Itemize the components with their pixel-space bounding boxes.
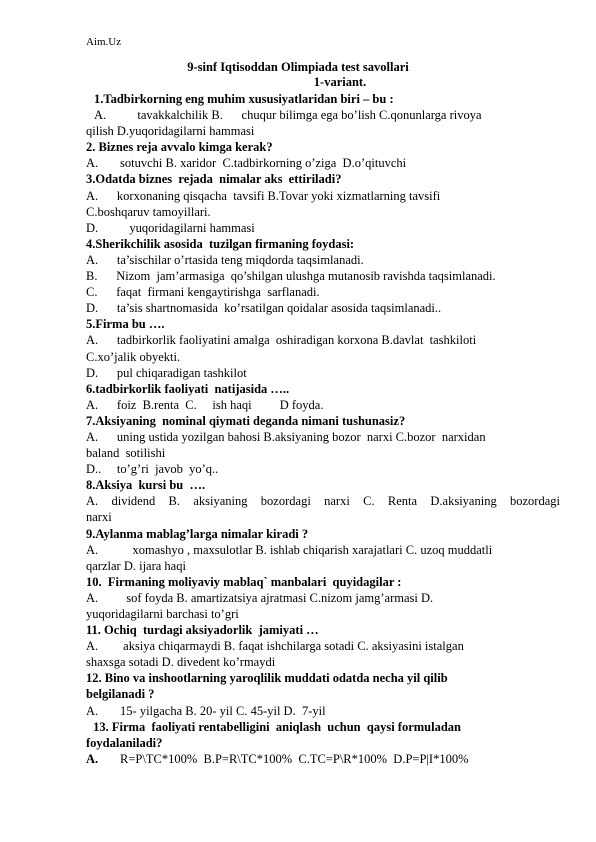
- answer-text: B. Nizom jam’armasiga qo’shilgan ulushga mutanosib ravishda taqsimlanadi.: [86, 269, 496, 284]
- answer-text: D. yuqoridagilarni hammasi: [86, 220, 255, 235]
- document-title: 9-sinf Iqtisoddan Olimpiada test savollari: [187, 60, 409, 74]
- answer-text: A. xomashyo , maxsulotlar B. ishlab chiqarish xarajatlari C. uzoq muddatli: [86, 542, 493, 557]
- test-questions: [86, 91, 560, 767]
- question-text: 5.Firma bu ….: [86, 317, 165, 332]
- answer-text: baland sotilishi: [86, 446, 166, 461]
- site-name: Aim.Uz: [86, 36, 122, 48]
- question-text: 10. Firmaning moliyaviy mablaq` manbalari quyidagilar :: [86, 574, 402, 589]
- question-text: 6.tadbirkorlik faoliyati natijasida …..: [86, 381, 290, 396]
- answer-text: qilish D.yuqoridagilarni hammasi: [86, 124, 255, 139]
- answer-text: A. sof foyda B. amartizatsiya ajratmasi C.nizom jamg’armasi D.: [86, 590, 434, 605]
- answer-text: C.xo’jalik obyekti.: [86, 349, 181, 364]
- variant-label: 1-variant.: [313, 75, 367, 89]
- question-text: 13. Firma faoliyati rentabelligini aniqlash uchun qaysi formuladan: [90, 719, 462, 734]
- question-text: 7.Aksiyaning nominal qiymati deganda nimani tushunasiz?: [86, 413, 406, 428]
- answer-text: A. korxonaning qisqacha tavsifi B.Tovar yoki xizmatlarning tavsifi: [86, 188, 441, 203]
- answer-text: A. 15- yilgacha B. 20- yil C. 45-yil D. 7-yil: [86, 703, 326, 718]
- question-text: 3.Odatda biznes rejada nimalar aks ettiriladi?: [86, 172, 342, 187]
- answer-text: D.. to’g’ri javob yo’q..: [86, 462, 219, 477]
- answer-text: A. ta’sischilar o’rtasida teng miqdorda taqsimlanadi.: [86, 252, 364, 267]
- answer-text: A. tavakkalchilik B. chuqur bilimga ega bo’lish C.qonunlarga rivoya: [94, 108, 482, 123]
- answer-text: C.boshqaruv tamoyillari.: [86, 204, 211, 219]
- answer-text: A. uning ustida yozilgan bahosi B.aksiyaning bozor narxi C.bozor narxidan: [86, 429, 486, 444]
- question-text: belgilanadi ?: [86, 687, 155, 702]
- answer-text: A. sotuvchi B. xaridor C.tadbirkorning o’ziga D.o’qituvchi: [86, 156, 407, 171]
- answer-text: shaxsga sotadi D. divedent ko’rmaydi: [86, 655, 276, 670]
- answer-text: A. foiz B.renta C. ish haqi D foyda.: [86, 397, 324, 412]
- answer-text: narxi: [86, 510, 112, 525]
- answer-text: A. tadbirkorlik faoliyatini amalga oshiradigan korxona B.davlat tashkiloti: [86, 333, 477, 348]
- question-text: 8.Aksiya kursi bu ….: [86, 478, 206, 493]
- answer-text: D. ta’sis shartnomasida ko’rsatilgan qoidalar asosida taqsimlanadi..: [86, 301, 442, 316]
- answer-text: A. R=P\TC*100% B.P=R\TC*100% C.TC=P\R*100% D.P=P|I*100%: [86, 751, 469, 766]
- answer-text: qarzlar D. ijara haqi: [86, 558, 186, 573]
- question-text: 1.Tadbirkorning eng muhim xususiyatlaridan biri – bu :: [94, 92, 394, 106]
- answer-text: C. faqat firmani kengaytirishga sarflanadi.: [86, 285, 320, 300]
- question-text: 11. Ochiq turdagi aksiyadorlik jamiyati …: [86, 623, 319, 638]
- answer-text: yuqoridagilarni barchasi to’gri: [86, 607, 239, 621]
- answer-text: A. dividend B. aksiyaning bozordagi narxi C. Renta D.aksiyaning bozordagi: [86, 494, 560, 509]
- question-text: 4.Sherikchilik asosida tuzilgan firmaning foydasi:: [86, 236, 355, 251]
- answer-text: D. pul chiqaradigan tashkilot: [86, 365, 247, 380]
- question-text: 9.Aylanma mablag’larga nimalar kiradi ?: [86, 526, 309, 541]
- answer-text: A. aksiya chiqarmaydi B. faqat ishchilarga sotadi C. aksiyasini istalgan: [86, 639, 464, 654]
- question-text: 2. Biznes reja avvalo kimga kerak?: [86, 140, 273, 155]
- question-text: 12. Bino va inshootlarning yaroqlilik muddati odatda necha yil qilib: [86, 671, 448, 686]
- question-text: foydalaniladi?: [86, 735, 163, 750]
